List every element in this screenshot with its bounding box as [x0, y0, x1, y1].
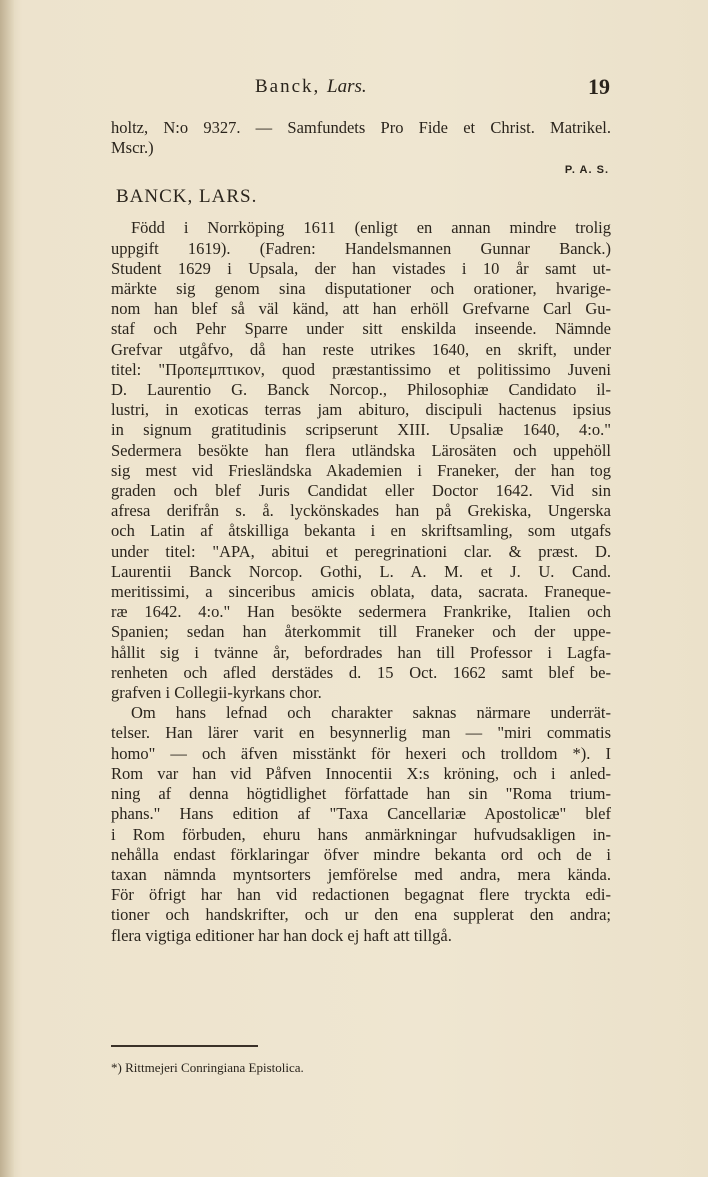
body-line: nehålla endast förklaringar öfver mindre bekanta ord och de i [111, 844, 611, 864]
page-number: 19 [588, 74, 610, 99]
page-header [110, 76, 610, 104]
body-line: lustri, in exoticas terras jam abituro, discipuli hactenus ipsius [111, 400, 611, 420]
body-line: ning af denna högtidlighet författade han sin "Roma trium- [111, 784, 611, 804]
body-line: under titel: "ΑΡΑ, abitui et peregrinationi clar. & præst. D. [111, 541, 611, 561]
body-line: Sedermera besökte han flera utländska Lärosäten och uppehöll [111, 440, 611, 460]
body-line: tioner och handskrifter, och ur den ena supplerat den andra; [111, 905, 611, 925]
preface-signature: P. A. S. [564, 164, 609, 177]
body-line: meritissimi, a sinceribus amicis oblata, data, sacrata. Franeque- [111, 582, 611, 602]
body-line: hållit sig i tvänne år, befordrades han till Professor i Lagfa- [111, 642, 611, 662]
footnote: *) Rittmejeri Conringiana Epistolica. [111, 1060, 304, 1075]
body-line: Rom var han vid Påfven Innocentii X:s kröning, och i anled- [111, 763, 611, 783]
body-line: staf och Pehr Sparre under sitt enskilda inseende. Nämnde [111, 319, 611, 339]
body-line: renheten och afled derstädes d. 15 Oct. 1662 samt blef be- [111, 662, 611, 682]
running-head-name: Banck, [255, 76, 321, 97]
body-line: Om hans lefnad och charakter saknas närmare underrät- [131, 703, 611, 723]
body-text [111, 118, 611, 946]
body-line: Grefvar utgåfvo, då han reste utrikes 1640, en skrift, under [111, 339, 611, 359]
body-line: phans." Hans edition af "Taxa Cancellariæ Apostolicæ" blef [111, 804, 611, 824]
body-line: homo" — och äfven misstänkt för hexeri och trolldom *). I [111, 743, 611, 763]
body-line: graden och blef Juris Candidat eller Doctor 1642. Vid sin [111, 481, 611, 501]
body-line: För öfrigt har han vid redactionen begagnat flere tryckta edi- [111, 885, 611, 905]
body-line: Född i Norrköping 1611 (enligt en annan mindre trolig [131, 218, 611, 238]
body-line: flera vigtiga editioner har han dock ej haft att tillgå. [111, 925, 452, 945]
body-line: Student 1629 i Upsala, der han vistades i 10 år samt ut- [111, 258, 611, 278]
body-line: i Rom förbuden, ehuru hans anmärkningar hufvudsakligen in- [111, 824, 611, 844]
footnote-rule [111, 1045, 258, 1047]
body-line: Laurentii Banck Norcop. Gothi, L. A. M. et J. U. Cand. [111, 561, 611, 581]
body-line: afresa derifrån s. å. lyckönskades han på Grekiska, Ungerska [111, 501, 611, 521]
preface-line-2: Mscr.) [111, 138, 154, 158]
body-line: ræ 1642. 4:o." Han besökte sedermera Frankrike, Italien och [111, 602, 611, 622]
body-line: taxan nämnda myntsorters jemförelse med andra, mera kända. [111, 864, 611, 884]
body-line: märkte sig genom sina disputationer och orationer, hvarige- [111, 279, 611, 299]
body-line: och Latin af åtskilliga bekanta i en skriftsamling, som utgafs [111, 521, 611, 541]
body-line: grafven i Collegii-kyrkans chor. [111, 683, 322, 703]
body-line: titel: "Προπεμπτικον, quod præstantissimo et politissimo Juveni [111, 359, 611, 379]
running-head [255, 76, 367, 98]
running-head-given: Lars. [327, 76, 367, 97]
body-line: sig mest vid Friesländska Akademien i Franeker, der han tog [111, 460, 611, 480]
body-line: in signum gratitudinis scripserunt XIII. Upsaliæ 1640, 4:o." [111, 420, 611, 440]
body-line: uppgift 1619). (Fadren: Handelsmannen Gunnar Banck.) [111, 238, 611, 258]
preface-line-1: holtz, N:o 9327. — Samfundets Pro Fide et Christ. Matrikel. [111, 118, 611, 137]
body-line: Spanien; sedan han återkommit till Franeker och der uppe- [111, 622, 611, 642]
body-line: telser. Han lärer varit en besynnerlig man — "miri commatis [111, 723, 611, 743]
body-line: nom han blef så väl känd, att han erhöll Grefvarne Carl Gu- [111, 299, 611, 319]
body-line: D. Laurentio G. Banck Norcop., Philosophiæ Candidato il- [111, 380, 611, 400]
entry-title: BANCK, LARS. [116, 186, 258, 208]
page-spine-shadow [0, 0, 14, 1177]
